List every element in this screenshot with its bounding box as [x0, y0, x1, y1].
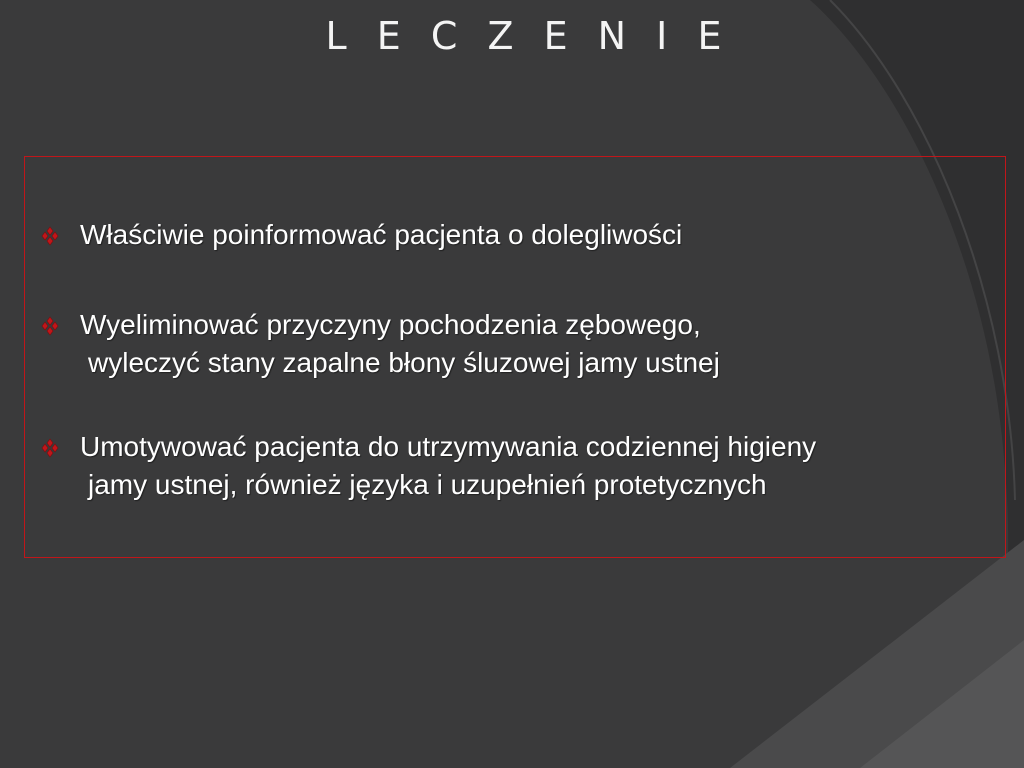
- bullet-item: [36, 216, 682, 254]
- red-four-diamond-icon: [36, 428, 64, 466]
- bullet-text-continuation: wyleczyć stany zapalne błony śluzowej jamy ustnej: [88, 347, 720, 378]
- slide-title: L E C Z E N I E: [325, 14, 731, 58]
- bullet-text: Wyeliminować przyczyny pochodzenia zębowego,: [80, 309, 701, 340]
- red-four-diamond-icon: [36, 216, 64, 254]
- red-four-diamond-icon: [36, 306, 64, 344]
- bullet-text: Właściwie poinformować pacjenta o dolegliwości: [80, 219, 683, 250]
- bullet-text: Umotywować pacjenta do utrzymywania codziennej higieny: [80, 431, 817, 462]
- bullet-item: [36, 306, 720, 382]
- bullet-item: [36, 428, 816, 504]
- bullet-text-continuation: jamy ustnej, również języka i uzupełnień protetycznych: [88, 469, 767, 500]
